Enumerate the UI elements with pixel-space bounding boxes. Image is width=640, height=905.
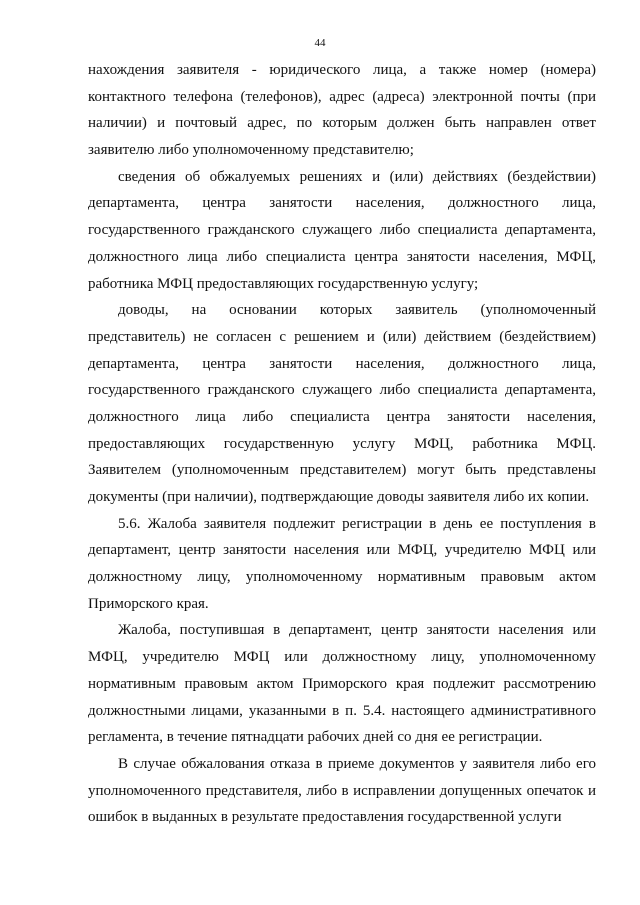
text-line: Приморского края.: [88, 595, 209, 612]
text-line: МФЦ, учредителю МФЦ или должностному лицу, уполномоченному: [88, 649, 596, 666]
text-line: заявителю либо уполномоченному представителю;: [88, 142, 414, 159]
text-line: Заявителем (уполномоченным представителем) могут быть представлены: [88, 462, 596, 479]
paragraph: [88, 57, 596, 164]
text-line: В случае обжалования отказа в приеме документов у заявителя либо его: [118, 755, 596, 772]
text-line: нахождения заявителя - юридического лица, а также номер (номера): [88, 62, 596, 78]
text-line: должностному лицу, уполномоченному нормативным правовым актом: [88, 569, 596, 586]
text-line: регламента, в течение пятнадцати рабочих дней со дня ее регистрации.: [88, 729, 543, 746]
text-line: документы (при наличии), подтверждающие доводы заявителя либо их копии.: [88, 489, 590, 505]
paragraph: [88, 297, 596, 511]
text-line: наличии) и почтовый адрес, по которым должен быть направлен ответ: [88, 115, 596, 132]
text-line: уполномоченного представителя, либо в исправлении допущенных опечаток и: [88, 782, 596, 799]
text-line: департамент, центр занятости населения или МФЦ, учредителю МФЦ или: [88, 542, 596, 559]
text-line: 5.6. Жалоба заявителя подлежит регистрации в день ее поступления в: [118, 515, 596, 532]
text-line: предоставляющих государственную услугу МФЦ, работника МФЦ.: [88, 435, 596, 452]
text-line: должностного лица либо специалиста центра занятости населения,: [88, 408, 596, 425]
text-line: департамента, центра занятости населения, должностного лица,: [88, 355, 596, 372]
text-line: доводы, на основании которых заявитель (уполномоченный: [118, 302, 596, 319]
paragraph: [88, 164, 596, 297]
text-line: должностного лица либо специалиста центра занятости населения, МФЦ,: [88, 248, 596, 265]
text-line: государственного гражданского служащего либо специалиста департамента,: [88, 222, 596, 239]
text-line: работника МФЦ предоставляющих государственную услугу;: [88, 275, 479, 292]
text-line: контактного телефона (телефонов), адрес (адреса) электронной почты (при: [88, 88, 596, 105]
page-number: 44: [314, 37, 326, 49]
text-line: ошибок в выданных в результате предоставления государственной услуги: [88, 809, 562, 826]
paragraph: [88, 617, 596, 750]
paragraph: [88, 751, 596, 831]
text-line: Жалоба, поступившая в департамент, центр занятости населения или: [118, 622, 596, 639]
text-line: департамента, центра занятости населения, должностного лица,: [88, 195, 596, 212]
text-line: государственного гражданского служащего либо специалиста департамента,: [88, 382, 596, 399]
document-body: [88, 57, 596, 831]
text-line: должностными лицами, указанными в п. 5.4. настоящего административного: [88, 702, 596, 719]
text-line: представитель) не согласен с решением и (или) действием (бездействием): [88, 328, 596, 345]
paragraph: [88, 511, 596, 618]
text-line: нормативным правовым актом Приморского края подлежит рассмотрению: [88, 675, 596, 692]
text-line: сведения об обжалуемых решениях и (или) действиях (бездействии): [118, 168, 596, 185]
